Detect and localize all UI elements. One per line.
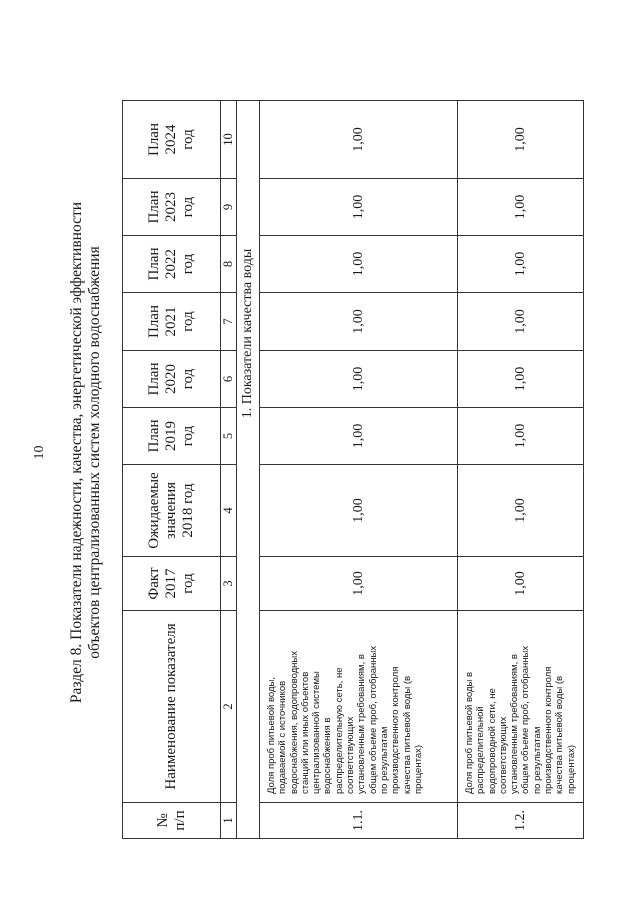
indicator-name-line: процентах) — [565, 744, 577, 794]
header-plan-2020-line-2: 2020 — [163, 364, 179, 394]
header-row — [123, 101, 221, 839]
header-num-line-2: п/п — [171, 810, 188, 831]
column-number: 2 — [221, 611, 237, 803]
header-num — [123, 803, 221, 839]
indicator-name-line: соответствующих — [497, 716, 509, 794]
title-line-2: объектов централизованных систем холодного водоснабжения — [86, 246, 103, 659]
value-cell: 1,00 — [260, 465, 458, 557]
header-plan-2023-line-2: 2023 — [163, 192, 179, 222]
column-number: 6 — [221, 351, 237, 408]
indicator-name-line: установленным требованиям, в — [509, 654, 521, 794]
header-fact-line-2: 2017 — [163, 568, 179, 599]
table-row — [260, 101, 458, 839]
column-number: 8 — [221, 236, 237, 293]
indicator-name-line: производственного контроля — [390, 666, 402, 794]
indicator-name-line: общем объеме проб, отобранных — [367, 645, 379, 794]
column-number-row — [221, 101, 237, 839]
indicator-name-line: качества питьевой воды (в — [401, 675, 413, 794]
header-name: Наименование показателя — [123, 611, 221, 803]
value-cell: 1,00 — [458, 293, 584, 351]
value-cell: 1,00 — [458, 179, 584, 236]
section-title — [68, 0, 104, 905]
column-number: 5 — [221, 408, 237, 465]
indicator-name-line: водоснабжения, водопроводных — [288, 650, 300, 794]
header-plan-2019-line-3: год — [180, 425, 196, 447]
section-title-text: 1. Показатели качества воды — [240, 248, 255, 419]
indicator-name-line: распределительной — [475, 706, 487, 794]
header-plan-2024 — [123, 101, 221, 179]
column-number: 7 — [221, 293, 237, 351]
indicator-name — [458, 611, 584, 803]
value-cell: 1,00 — [458, 236, 584, 293]
value-cell: 1,00 — [260, 557, 458, 611]
column-number: 10 — [221, 101, 237, 179]
header-plan-2024-line-1: План — [146, 123, 162, 157]
header-expected-line-2: значения — [163, 481, 179, 540]
header-plan-2023 — [123, 179, 221, 236]
header-expected-line-1: Ожидаемые — [146, 472, 162, 549]
column-number: 1 — [221, 803, 237, 839]
indicator-name-line: производственного контроля — [543, 666, 555, 794]
column-number: 9 — [221, 179, 237, 236]
header-plan-2021-line-1: План — [146, 305, 162, 339]
header-fact-line-1: Факт — [146, 567, 162, 600]
header-fact-line-3: год — [180, 573, 196, 594]
header-plan-2024-line-3: год — [180, 129, 196, 150]
value-cell: 1,00 — [260, 408, 458, 465]
value-cell: 1,00 — [260, 293, 458, 351]
table-row — [458, 101, 584, 839]
value-cell: 1,00 — [260, 236, 458, 293]
header-plan-2019-line-2: 2019 — [163, 421, 179, 451]
indicator-name-line: водопроводной сети, не — [486, 688, 498, 794]
header-num-line-1: № — [154, 813, 171, 828]
header-plan-2021 — [123, 293, 221, 351]
indicator-name-line: по результатам — [378, 726, 390, 794]
indicator-name-line: установленным требованиям, в — [356, 654, 368, 794]
value-cell: 1,00 — [458, 408, 584, 465]
header-plan-2019 — [123, 408, 221, 465]
column-number: 4 — [221, 465, 237, 557]
indicator-name-line: качества питьевой воды (в — [554, 675, 566, 794]
value-cell: 1,00 — [260, 179, 458, 236]
header-plan-2020-line-3: год — [180, 368, 196, 390]
indicator-name — [260, 611, 458, 803]
header-plan-2022 — [123, 236, 221, 293]
header-plan-2023-line-3: год — [180, 196, 196, 218]
column-number: 3 — [221, 557, 237, 611]
header-fact-2017 — [123, 557, 221, 611]
header-expected-2018 — [123, 465, 221, 557]
indicator-name-line: централизованной системы — [311, 671, 323, 794]
header-expected-line-3: 2018 год — [180, 483, 196, 538]
indicator-name-line: соответствующих — [345, 716, 357, 794]
value-cell: 1,00 — [458, 465, 584, 557]
indicator-name-line: Доля проб питьевой воды в — [464, 671, 475, 794]
indicator-name-line: Доля проб питьевой воды, — [266, 677, 277, 794]
indicator-name-line: процентах) — [412, 744, 424, 794]
indicator-name-line: водоснабжения в — [322, 717, 334, 794]
page-number: 10 — [32, 445, 47, 460]
header-plan-2022-line-2: 2022 — [163, 249, 179, 279]
header-plan-2021-line-3: год — [180, 311, 196, 332]
header-plan-2019-line-1: План — [146, 419, 162, 453]
value-cell: 1,00 — [458, 557, 584, 611]
header-plan-2020-line-1: План — [146, 362, 162, 396]
header-plan-2021-line-2: 2021 — [163, 306, 179, 337]
indicator-name-line: по результатам — [531, 726, 543, 794]
indicator-name-line: распределительную сеть, не — [333, 667, 345, 794]
header-plan-2022-line-3: год — [180, 253, 196, 275]
header-plan-2024-line-2: 2024 — [163, 124, 179, 155]
row-id: 1.2. — [458, 803, 584, 839]
indicator-name-line: станций или иных объектов — [299, 671, 311, 794]
value-cell: 1,00 — [260, 101, 458, 179]
value-cell: 1,00 — [458, 101, 584, 179]
row-id: 1.1. — [260, 803, 458, 839]
indicators-table — [122, 100, 584, 839]
header-plan-2022-line-1: План — [146, 247, 162, 281]
indicator-name-line: общем объеме проб, отобранных — [520, 645, 532, 794]
value-cell: 1,00 — [458, 351, 584, 408]
header-plan-2020 — [123, 351, 221, 408]
section-row — [237, 101, 260, 839]
header-plan-2023-line-1: План — [146, 190, 162, 224]
title-line-1: Раздел 8. Показатели надежности, качества, энергетической эффективности — [68, 201, 85, 704]
section-cell — [237, 101, 260, 839]
value-cell: 1,00 — [260, 351, 458, 408]
indicator-name-line: подаваемой с источников — [277, 680, 289, 794]
